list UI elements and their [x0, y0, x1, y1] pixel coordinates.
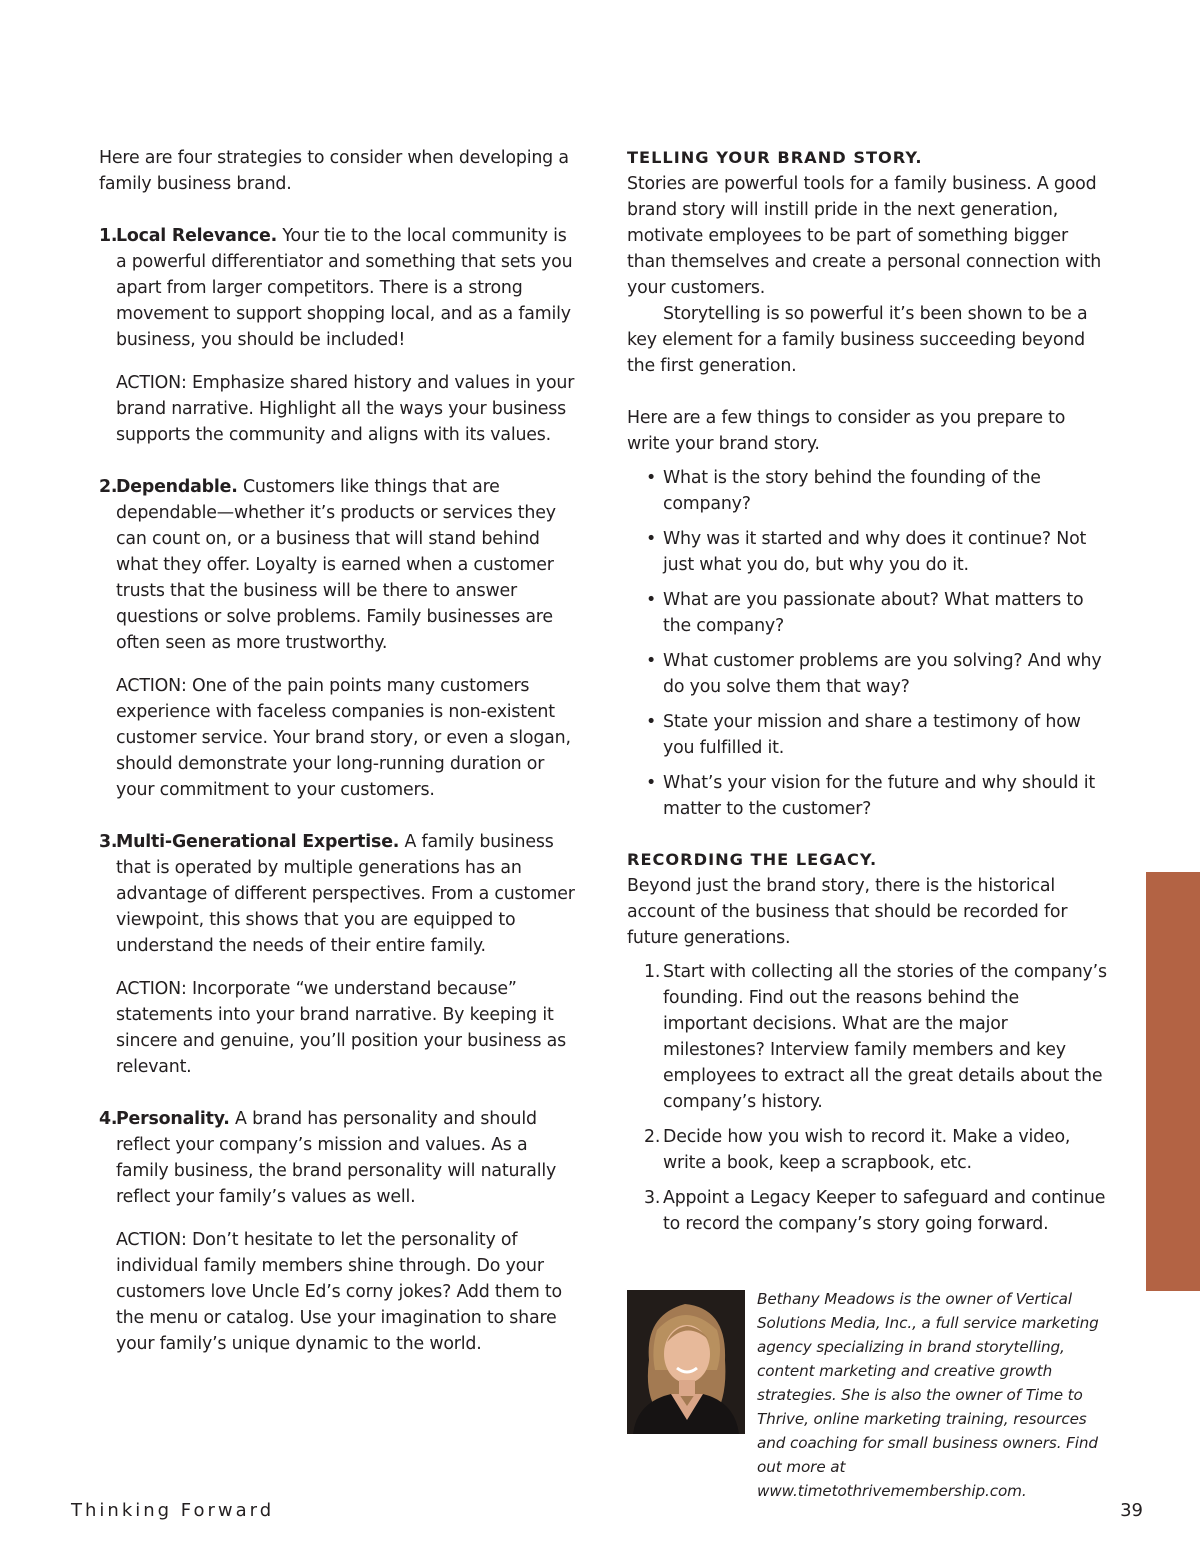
- consider-list: [627, 465, 1107, 822]
- strategy-multi-generational: [99, 829, 579, 1080]
- list-item: [627, 465, 1107, 517]
- strategy-personality: [99, 1106, 579, 1357]
- strategy-number: 4.: [99, 1109, 118, 1129]
- publication-name: Thinking Forward: [71, 1500, 275, 1521]
- list-item: [627, 648, 1107, 700]
- list-item-text: What is the story behind the founding of the company?: [663, 468, 1041, 514]
- left-column: [99, 145, 579, 1383]
- list-item: [627, 770, 1107, 822]
- section-heading-legacy: RECORDING THE LEGACY.: [627, 850, 878, 869]
- brand-story-paragraph: Storytelling is so powerful it’s been shown to be a key element for a family business succeeding beyond the first generation.: [627, 304, 1088, 376]
- consider-intro: Here are a few things to consider as you prepare to write your brand story.: [627, 408, 1066, 454]
- spacer: [627, 831, 1107, 847]
- legacy-steps-list: [627, 959, 1107, 1237]
- list-item: [627, 709, 1107, 761]
- strategy-title: Multi-Generational Expertise.: [116, 832, 400, 852]
- page-number: 39: [1120, 1500, 1143, 1521]
- strategy-text: Your tie to the local community is a powerful differentiator and something that sets you apart from larger competitors. There is a strong movement to support shopping local, and as a family business, you should be included!: [116, 226, 573, 350]
- list-item: [627, 959, 1107, 1115]
- step-text: Start with collecting all the stories of the company’s founding. Find out the reasons behind the important decisions. What are the major milestones? Interview family members and key employees to extract all the great details about the company’s history.: [663, 962, 1107, 1112]
- list-item-text: What’s your vision for the future and why should it matter to the customer?: [663, 773, 1096, 819]
- step-number: 2.: [644, 1127, 661, 1147]
- step-number: 3.: [644, 1188, 661, 1208]
- author-photo: [627, 1290, 745, 1434]
- strategy-action: ACTION: One of the pain points many customers experience with faceless companies is non-existent customer service. Your brand story, or even a slogan, should demonstrate your long-running duration or your commitment to your customers.: [116, 676, 571, 800]
- strategy-body: [116, 829, 579, 959]
- legacy-paragraph: Beyond just the brand story, there is the historical account of the business that should be recorded for future generations.: [627, 876, 1068, 948]
- strategy-number: 3.: [99, 832, 118, 852]
- brand-story-paragraph: Stories are powerful tools for a family business. A good brand story will instill pride in the next generation, motivate employees to be part of something bigger than themselves and create a personal connection with your customers.: [627, 174, 1102, 298]
- list-item: [627, 526, 1107, 578]
- list-item-text: Why was it started and why does it continue? Not just what you do, but why you do it.: [663, 529, 1087, 575]
- strategy-text: Customers like things that are dependable—whether it’s products or services they can count on, or a business that will stand behind what they offer. Loyalty is earned when a customer trusts that the business will be there to answer questions or solve problems. Family businesses are often seen as more trustworthy.: [116, 477, 556, 653]
- strategy-number: 1.: [99, 226, 118, 246]
- strategy-text: A brand has personality and should reflect your company’s mission and values. As a family business, the brand personality will naturally reflect your family’s values as well.: [116, 1109, 557, 1207]
- strategy-dependable: [99, 474, 579, 803]
- strategy-body: [116, 1106, 579, 1210]
- strategy-text: A family business that is operated by multiple generations has an advantage of different perspectives. From a customer viewpoint, this shows that you are equipped to understand the needs of their entire family.: [116, 832, 575, 956]
- bullet-icon: •: [646, 590, 657, 610]
- right-column: [627, 145, 1107, 1246]
- strategy-action: ACTION: Emphasize shared history and values in your brand narrative. Highlight all the ways your business supports the community and aligns with its values.: [116, 373, 575, 445]
- strategy-title: Dependable.: [116, 477, 238, 497]
- bullet-icon: •: [646, 712, 657, 732]
- strategy-action: ACTION: Incorporate “we understand because” statements into your brand narrative. By keeping it sincere and genuine, you’ll position your business as relevant.: [116, 979, 566, 1077]
- step-text: Decide how you wish to record it. Make a video, write a book, keep a scrapbook, etc.: [663, 1127, 1071, 1173]
- spacer: [627, 379, 1107, 405]
- list-item: [627, 587, 1107, 639]
- bullet-icon: •: [646, 529, 657, 549]
- author-bio-text: Bethany Meadows is the owner of Vertical Solutions Media, Inc., a full service marketing agency specializing in brand storytelling, content marketing and creative growth strategies. She is also the owner of Time to Thrive, online marketing training, resources and coaching for small business owners. Find out more at www.timetothrivemembership.com.: [757, 1290, 1099, 1500]
- strategy-body: [116, 223, 579, 353]
- strategy-title: Local Relevance.: [116, 226, 277, 246]
- list-item-text: What are you passionate about? What matters to the company?: [663, 590, 1084, 636]
- bullet-icon: •: [646, 773, 657, 793]
- step-text: Appoint a Legacy Keeper to safeguard and continue to record the company’s story going forward.: [663, 1188, 1106, 1234]
- list-item-text: What customer problems are you solving? And why do you solve them that way?: [663, 651, 1102, 697]
- step-number: 1.: [644, 962, 661, 982]
- list-item: [627, 1185, 1107, 1237]
- list-item-text: State your mission and share a testimony of how you fulfilled it.: [663, 712, 1081, 758]
- strategy-local-relevance: [99, 223, 579, 448]
- strategy-body: [116, 474, 579, 656]
- bullet-icon: •: [646, 468, 657, 488]
- section-heading-brand-story: TELLING YOUR BRAND STORY.: [627, 148, 923, 167]
- list-item: [627, 1124, 1107, 1176]
- strategy-title: Personality.: [116, 1109, 230, 1129]
- intro-paragraph: Here are four strategies to consider when developing a family business brand.: [99, 148, 569, 194]
- bullet-icon: •: [646, 651, 657, 671]
- strategy-number: 2.: [99, 477, 118, 497]
- section-color-tab: [1146, 872, 1200, 1291]
- author-portrait-image: [627, 1290, 745, 1434]
- strategy-action: ACTION: Don’t hesitate to let the personality of individual family members shine through. Do your customers love Uncle Ed’s corny jokes? Add them to the menu or catalog. Use your imagination to share your family’s unique dynamic to the world.: [116, 1230, 562, 1354]
